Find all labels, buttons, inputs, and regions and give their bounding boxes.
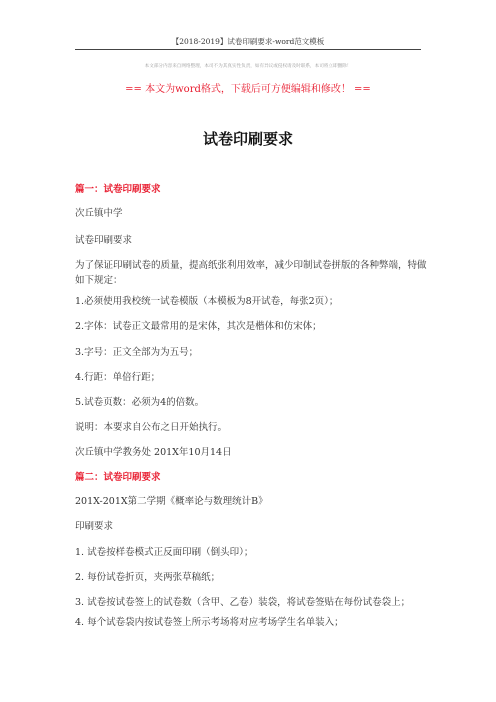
school-name: 次丘镇中学 (75, 208, 123, 219)
printing-item-3: 3. 试卷按试卷签上的试卷数（含甲、乙卷）装袋，将试卷签贴在每份试卷袋上； (75, 597, 411, 608)
requirement-item-1: 1.必须使用我校统一试卷模版（本模板为8开试卷，每张2页）； (75, 296, 339, 307)
note-text: 说明：本要求自公布之日开始执行。 (75, 422, 228, 433)
intro-paragraph: 为了保证印刷试卷的质量，提高纸张利用效率，减少印制试卷拼版的各种弊端，特做如下规定： (75, 260, 427, 286)
section2-subtitle: 印刷要求 (75, 521, 114, 532)
disclaimer-text: 本文部分内容来自网络整理，本司不为其真实性负责，如有异议或侵权请及时联系，本司将立即删除！ (144, 64, 352, 69)
printing-item-4: 4. 每个试卷袋内按试卷签上所示考场将对应考场学生名单装入； (75, 617, 344, 628)
requirement-item-2: 2.字体：试卷正文最常用的是宋体，其次是楷体和仿宋体； (75, 321, 322, 332)
section1-subtitle: 试卷印刷要求 (75, 235, 133, 246)
printing-item-1: 1. 试卷按样卷模式正反面印刷（倒头印）； (75, 547, 254, 558)
header-rule (75, 49, 421, 50)
running-header: 【2018-2019】试卷印刷要求-word范文模板 (171, 37, 325, 46)
word-format-notice: == 本文为word格式，下载后可方便编辑和修改！ == (125, 84, 371, 95)
requirement-item-5: 5.试卷页数：必须为4的倍数。 (75, 397, 205, 408)
course-title: 201X-201X第二学期《概率论与数理统计B》 (75, 496, 268, 507)
section-heading-1: 篇一：试卷印刷要求 (75, 184, 161, 195)
printing-item-2: 2. 每份试卷折页，夹两张草稿纸； (75, 572, 221, 583)
requirement-item-4: 4.行距：单倍行距； (75, 372, 161, 383)
signature-line: 次丘镇中学教务处 201X年10月14日 (75, 447, 232, 458)
document-title: 试卷印刷要求 (202, 130, 293, 148)
requirement-item-3: 3.字号：正文全部为为五号； (75, 347, 199, 358)
section-heading-2: 篇二：试卷印刷要求 (75, 472, 161, 483)
